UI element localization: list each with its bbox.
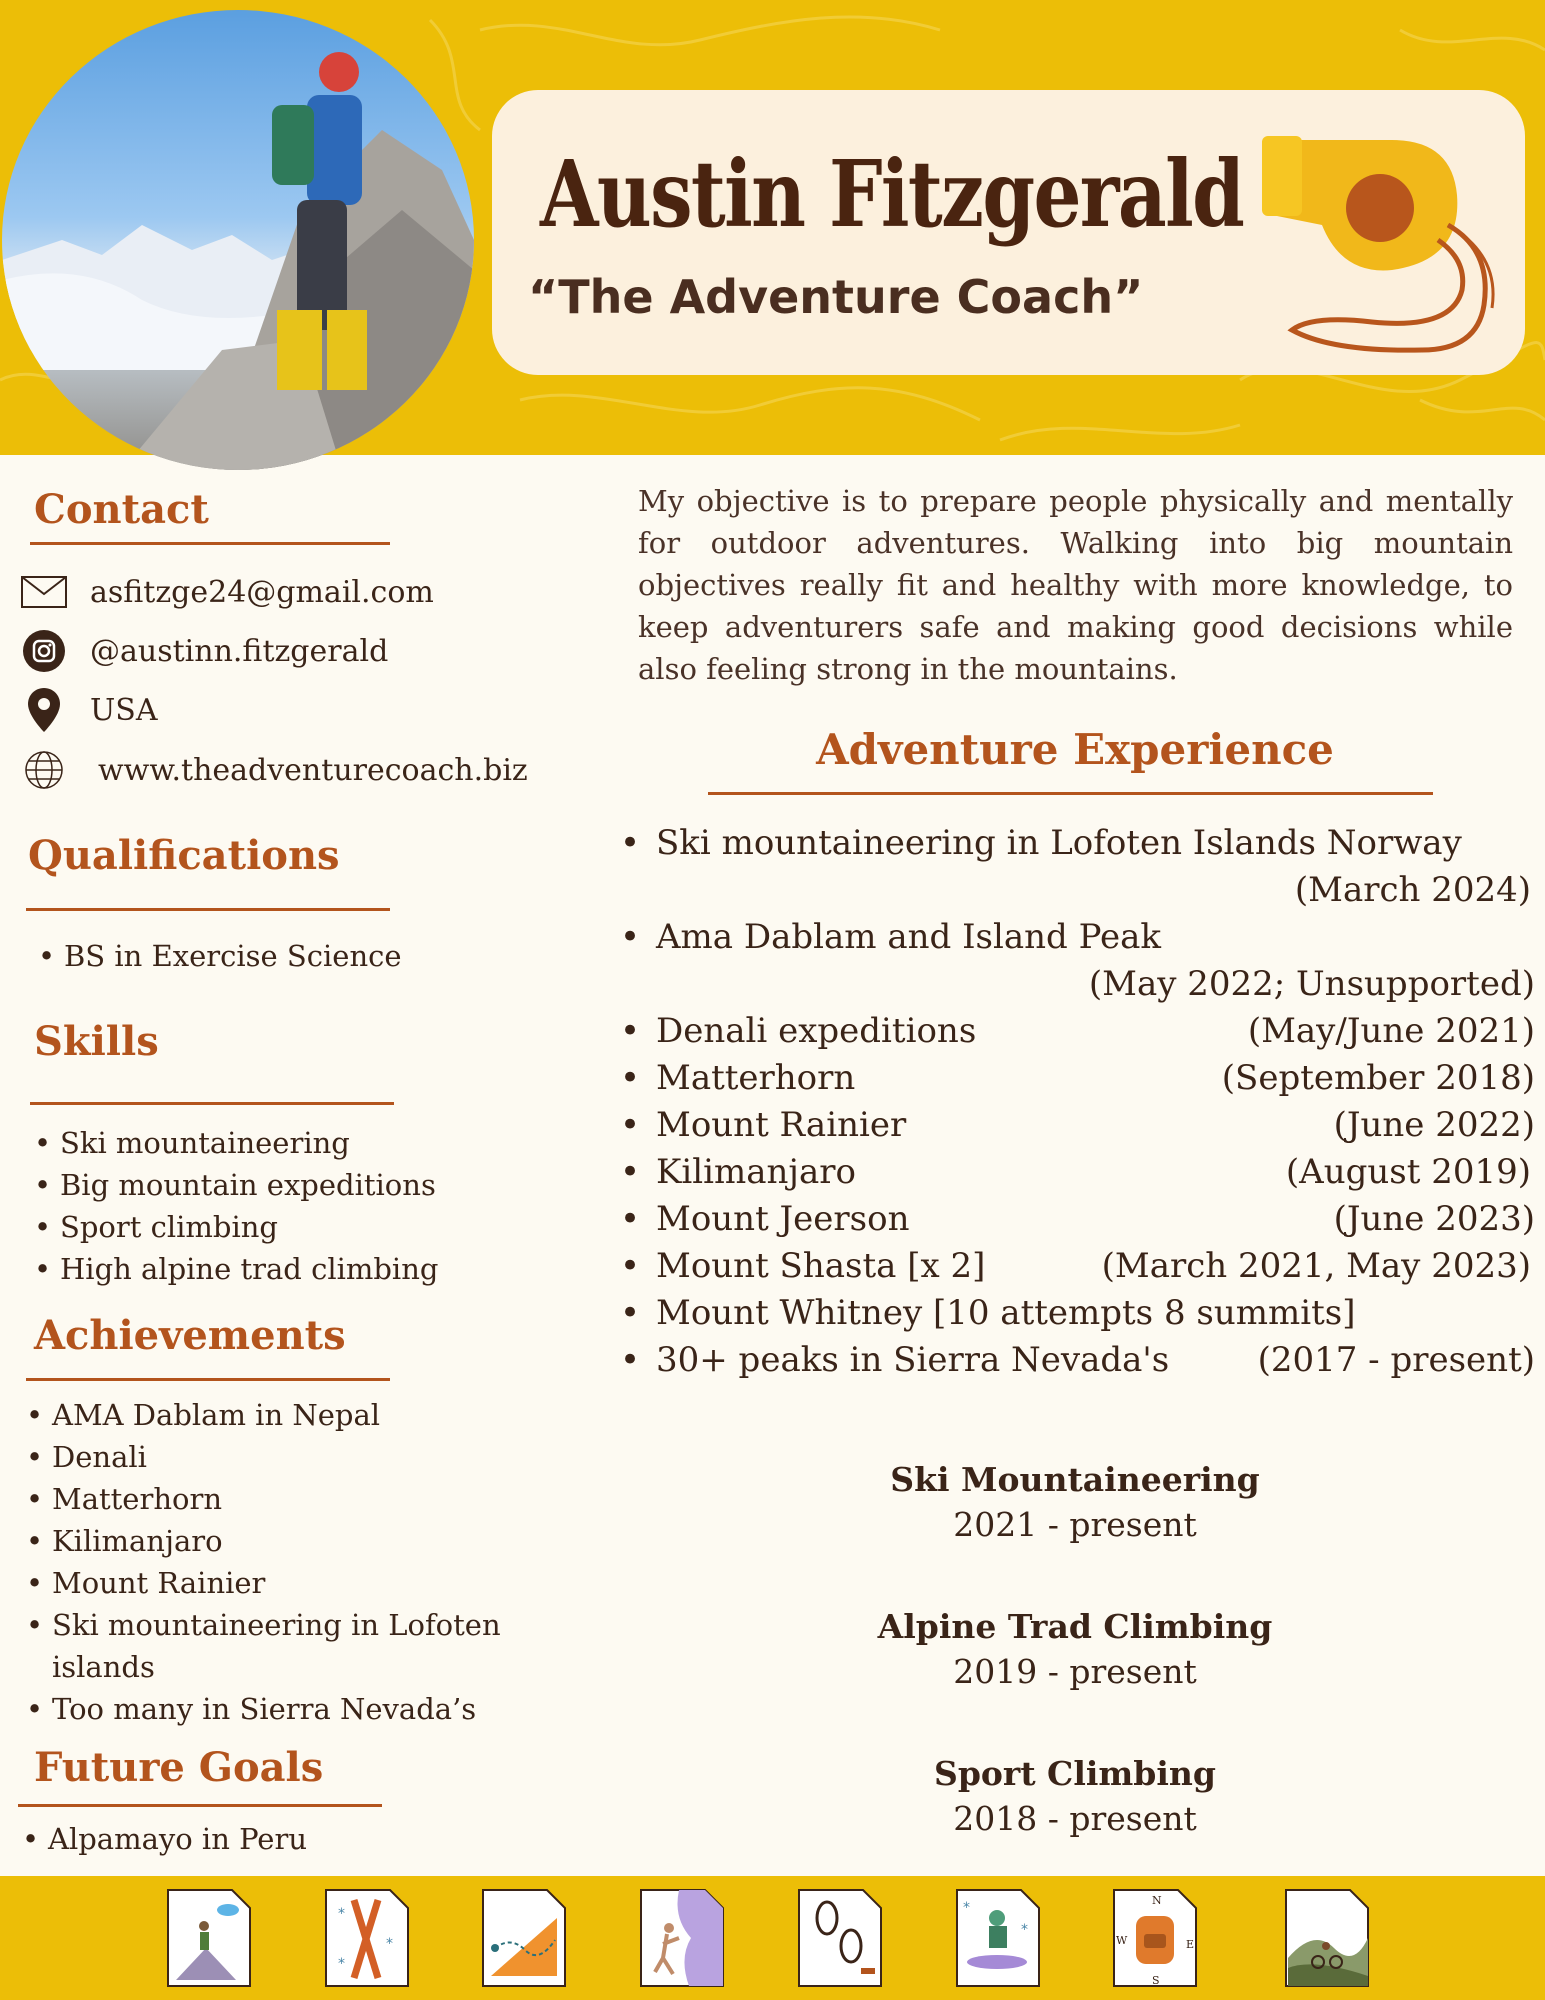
experience-date: (June 2023) <box>1333 1199 1535 1239</box>
experience-item: • Mount Whitney [10 attempts 8 summits] <box>620 1290 1535 1337</box>
compass-e: E <box>1186 1938 1195 1951</box>
timeline-entry <box>620 1460 1530 1544</box>
person-name: Austin Fitzgerald <box>540 140 1244 248</box>
experience-item: • 30+ peaks in Sierra Nevada's (2017 - present) <box>620 1337 1535 1384</box>
contact-rule <box>30 542 390 545</box>
timeline-entry <box>620 1607 1530 1691</box>
rock-climber-icon <box>639 1888 725 1988</box>
experience-date: (March 2024) <box>1294 870 1531 910</box>
list-item: • Big mountain expeditions <box>30 1164 438 1206</box>
contact-website[interactable]: www.theadventurecoach.biz <box>98 752 528 788</box>
contact-location-row <box>20 690 158 730</box>
experience-text: Ama Dablam and Island Peak <box>656 917 1161 957</box>
list-item: • Too many in Sierra Nevada’s <box>22 1688 501 1730</box>
list-item: • Denali <box>22 1436 501 1478</box>
svg-text:*: * <box>1021 1922 1028 1938</box>
footer-banner <box>0 1876 1545 2000</box>
whistle-icon <box>1252 130 1512 360</box>
compass-backpack-icon <box>1112 1888 1198 1988</box>
experience-item: • Denali expeditions (May/June 2021) <box>620 1008 1535 1055</box>
achievements-list <box>22 1394 501 1730</box>
experience-item: • Matterhorn (September 2018) <box>620 1055 1535 1102</box>
list-item: • Ski mountaineering <box>30 1122 438 1164</box>
skills-title: Skills <box>34 1018 159 1065</box>
contact-instagram-row[interactable] <box>20 631 388 671</box>
experience-text: Mount Whitney [10 attempts 8 summits] <box>656 1293 1356 1333</box>
experience-text: Mount Shasta [x 2] <box>656 1246 986 1286</box>
list-item: • AMA Dablam in Nepal <box>22 1394 501 1436</box>
experience-item: • Ama Dablam and Island Peak <box>620 914 1535 961</box>
timeline-years: 2019 - present <box>953 1652 1197 1691</box>
svg-text:*: * <box>338 1906 345 1922</box>
list-item-continuation-text: islands <box>52 1650 155 1684</box>
timeline-heading: Alpine Trad Climbing <box>877 1607 1273 1646</box>
skills-rule <box>30 1102 394 1105</box>
experience-text: Kilimanjaro <box>656 1152 856 1192</box>
compass-n: N <box>1152 1894 1162 1907</box>
timeline-entry <box>620 1754 1530 1838</box>
experience-date: (August 2019) <box>1285 1152 1531 1192</box>
qualifications-rule <box>26 908 390 911</box>
experience-text: Mount Jeerson <box>656 1199 910 1239</box>
contact-location: USA <box>90 692 158 728</box>
globe-icon <box>20 750 68 790</box>
list-item: • Ski mountaineering in Lofoten <box>22 1604 501 1646</box>
experience-date-row <box>620 961 1535 1008</box>
experience-text: Ski mountaineering in Lofoten Islands Norway <box>656 823 1462 863</box>
experience-item: • Mount Jeerson (June 2023) <box>620 1196 1535 1243</box>
goals-list <box>18 1818 307 1860</box>
experience-date: (2017 - present) <box>1257 1340 1535 1380</box>
envelope-icon <box>20 572 68 612</box>
map-route-icon <box>481 1888 567 1988</box>
qualifications-list <box>34 935 402 977</box>
achievements-rule <box>26 1378 390 1381</box>
experience-date: (May/June 2021) <box>1247 1011 1535 1051</box>
list-item: • Matterhorn <box>22 1478 501 1520</box>
mountain-biker-icon <box>1284 1888 1370 1988</box>
qualifications-title: Qualifications <box>28 832 340 879</box>
experience-title: Adventure Experience <box>816 725 1334 774</box>
experience-item: • Ski mountaineering in Lofoten Islands Norway <box>620 820 1535 867</box>
experience-date: (May 2022; Unsupported) <box>1088 964 1535 1004</box>
experience-text: Matterhorn <box>656 1058 856 1098</box>
timeline-heading: Ski Mountaineering <box>890 1460 1260 1499</box>
timeline-years: 2018 - present <box>953 1799 1197 1838</box>
experience-item: • Kilimanjaro (August 2019) <box>620 1149 1535 1196</box>
compass-s: S <box>1152 1974 1160 1987</box>
instagram-icon <box>20 631 68 671</box>
list-item: • Sport climbing <box>30 1206 438 1248</box>
list-item: • High alpine trad climbing <box>30 1248 438 1290</box>
contact-instagram[interactable]: @austinn.fitzgerald <box>90 633 389 669</box>
experience-date-row <box>620 867 1535 914</box>
list-item: • Kilimanjaro <box>22 1520 501 1562</box>
skis-icon <box>324 1888 410 1988</box>
list-item: • BS in Exercise Science <box>34 935 402 977</box>
experience-item: • Mount Shasta [x 2] (March 2021, May 2023) <box>620 1243 1535 1290</box>
experience-date: (March 2021, May 2023) <box>1101 1246 1531 1286</box>
svg-text:*: * <box>386 1936 393 1952</box>
experience-item: • Mount Rainier (June 2022) <box>620 1102 1535 1149</box>
hiker-summit-icon <box>166 1888 252 1988</box>
objective-text: My objective is to prepare people physically and mentally for outdoor adventures. Walking into big mountain objectives really fit and healthy with more knowledge, to keep adventurers safe and making good decisions while also feeling strong in the mountains. <box>638 484 1513 686</box>
timeline-heading: Sport Climbing <box>934 1754 1216 1793</box>
skills-list <box>30 1122 438 1290</box>
name-card <box>492 90 1525 375</box>
experience-rule <box>708 792 1433 795</box>
footprints-icon <box>797 1888 883 1988</box>
contact-website-row[interactable] <box>20 750 528 790</box>
experience-list <box>620 820 1535 1384</box>
location-pin-icon <box>20 690 68 730</box>
goals-rule <box>18 1804 382 1807</box>
experience-text: 30+ peaks in Sierra Nevada's <box>656 1340 1170 1380</box>
contact-title: Contact <box>34 486 209 533</box>
list-item-continuation <box>22 1646 501 1688</box>
compass-w: W <box>1116 1934 1128 1947</box>
list-item: • Mount Rainier <box>22 1562 501 1604</box>
profile-photo <box>2 10 474 470</box>
snowboarder-icon <box>955 1888 1041 1988</box>
achievements-title: Achievements <box>34 1312 346 1359</box>
timeline-years: 2021 - present <box>953 1505 1197 1544</box>
contact-email[interactable]: asfitzge24@gmail.com <box>90 574 434 610</box>
svg-text:*: * <box>963 1900 970 1916</box>
experience-text: Mount Rainier <box>656 1105 907 1145</box>
experience-date: (June 2022) <box>1333 1105 1535 1145</box>
experience-text: Denali expeditions <box>656 1011 977 1051</box>
contact-email-row[interactable] <box>20 572 434 612</box>
goals-title: Future Goals <box>34 1744 324 1791</box>
svg-text:*: * <box>338 1956 345 1972</box>
experience-date: (September 2018) <box>1221 1058 1535 1098</box>
list-item: • Alpamayo in Peru <box>18 1818 307 1860</box>
tagline: “The Adventure Coach” <box>528 270 1144 324</box>
